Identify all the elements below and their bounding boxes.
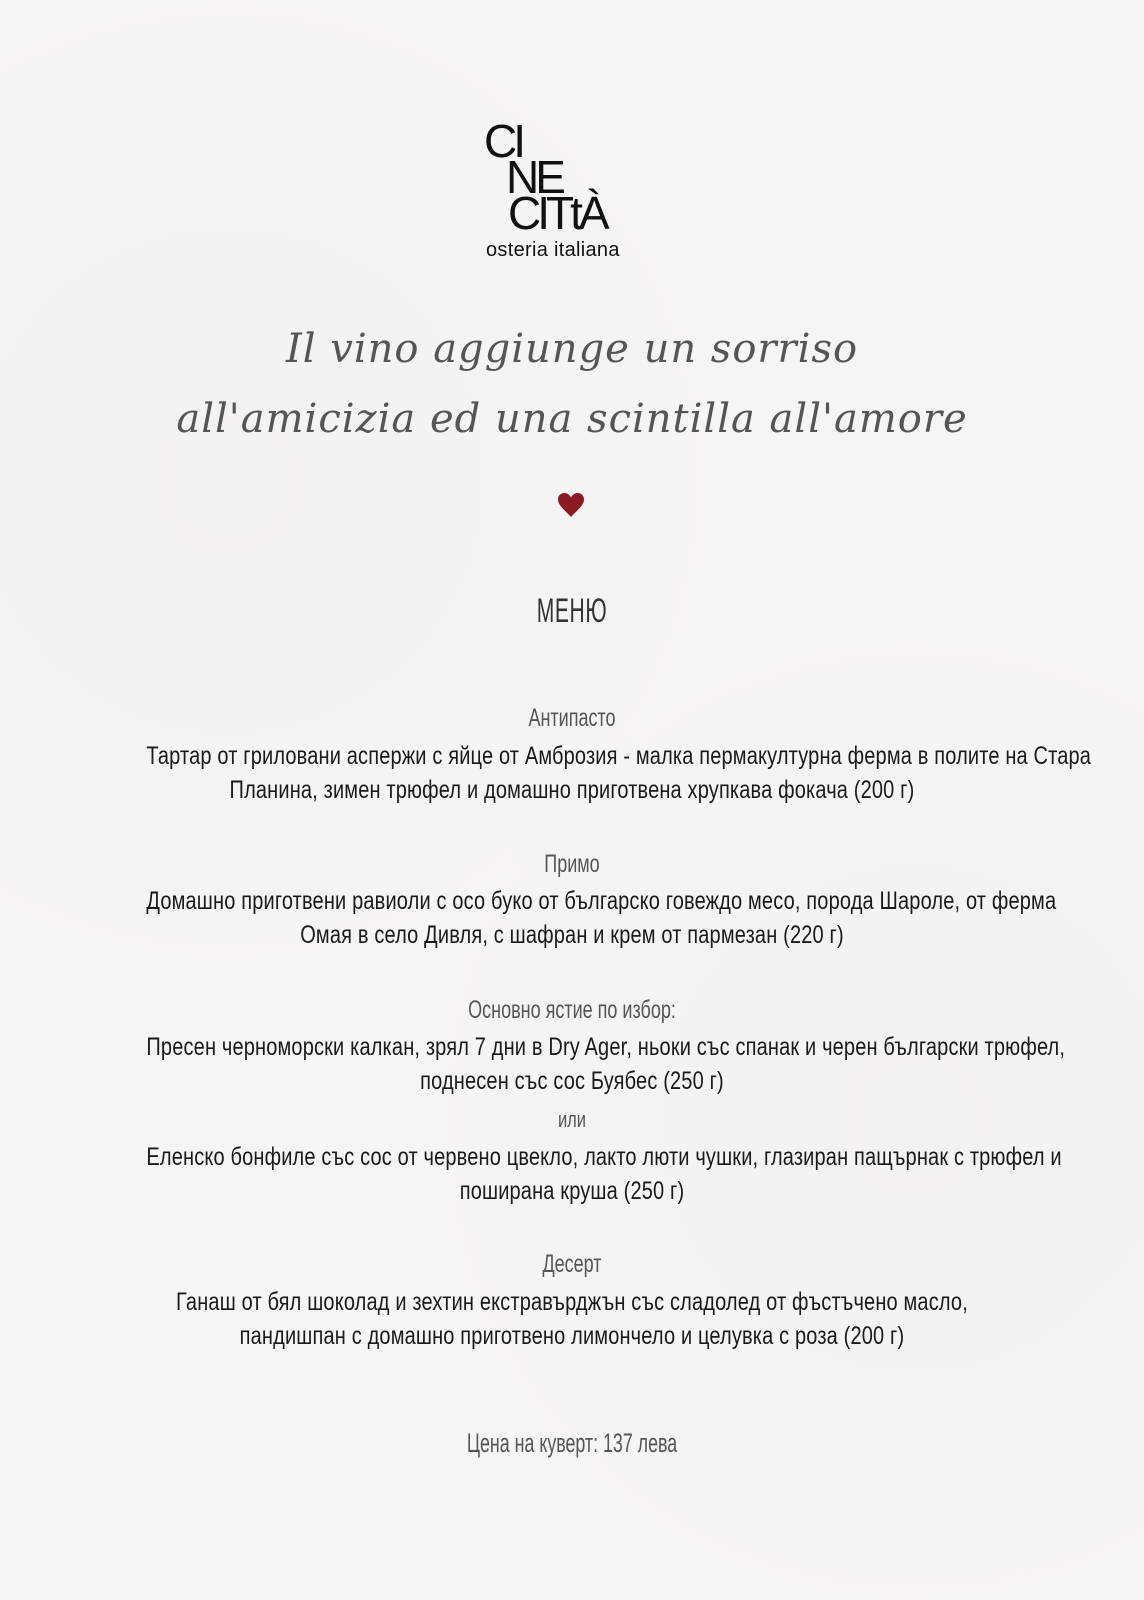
dish-line: Домашно приготвени равиоли с осо буко от българско говеждо месо, порода Шароле, от ферма <box>146 887 1057 915</box>
or-label: или <box>557 1107 587 1132</box>
dish-line: поднесен със сос Буябес (250 г) <box>420 1067 724 1095</box>
dish-line: Ганаш от бял шоколад и зехтин екстравърджън със сладолед от фъстъчено масло, <box>176 1288 968 1316</box>
cover-price: Цена на куверт: 137 лева <box>466 1428 678 1458</box>
dish-line: Омая в село Дивля, с шафран и крем от пармезан (220 г) <box>300 921 844 949</box>
logo-subtitle: osteria italiana <box>486 239 620 261</box>
section-title-antipasto: Антипасто <box>528 704 616 732</box>
logo <box>484 115 664 268</box>
heart-icon <box>557 492 585 518</box>
logo-line-2: NE <box>506 151 562 203</box>
section-title-dessert: Десерт <box>542 1250 602 1278</box>
menu-title: МЕНЮ <box>536 592 608 630</box>
dish-line: Еленско бонфиле със сос от червено цвекло, лакто люти чушки, глазиран пащърнак с трюфел и <box>146 1143 1062 1171</box>
dish-line: Тартар от гриловани аспержи с яйце от Амброзия - малка пермакултурна ферма в полите на Стара <box>146 742 1092 770</box>
dish-line: Пресен черноморски калкан, зрял 7 дни в Dry Ager, ньоки със спанак и черен български трюфел, <box>146 1033 1066 1061</box>
logo-line-3: CITtÀ <box>508 187 606 239</box>
section-title-primo: Примо <box>544 850 600 878</box>
dish-line: пандишпан с домашно приготвено лимончело и целувка с роза (200 г) <box>239 1322 905 1350</box>
dish-line: Планина, зимен трюфел и домашно приготвена хрупкава фокача (200 г) <box>229 776 915 804</box>
section-title-main: Основно ястие по избор: <box>468 996 676 1024</box>
quote-line-2: all'amicizia ed una scintilla all'amore <box>176 396 968 442</box>
quote-line-1: Il vino aggiunge un sorriso <box>285 326 859 372</box>
logo-line-1: CI <box>484 115 522 167</box>
dish-line: поширана круша (250 г) <box>459 1177 685 1205</box>
